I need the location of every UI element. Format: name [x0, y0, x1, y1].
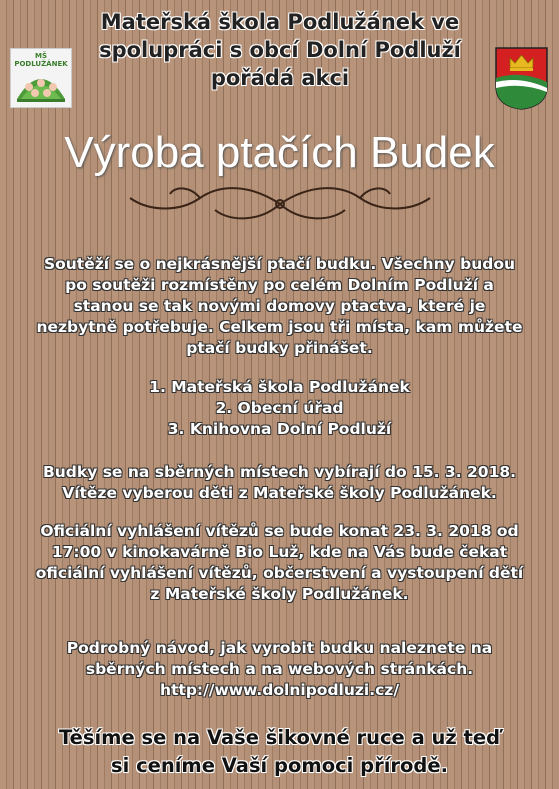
instructions-paragraph: [8, 638, 551, 701]
list-item: 1. Mateřská škola Podlužánek: [149, 378, 410, 396]
header-line: spolupráci s obcí Dolní Podluží: [99, 38, 461, 62]
closing-line: Těšíme se na Vaše šikovné ruce a už teď: [58, 726, 501, 749]
list-item: 2. Obecní úřad: [215, 399, 344, 417]
school-logo-text: MŠ PODLUŽÁNEK: [14, 52, 68, 68]
intro-line: stanou se tak novými domovy ptactva, které je: [73, 297, 486, 315]
instructions-line: Podrobný návod, jak vyrobit budku naleznete na: [66, 639, 493, 657]
website-link[interactable]: http://www.dolnipodluzi.cz/: [159, 681, 399, 699]
instructions-line: sběrných místech a na webových stránkách.: [85, 660, 474, 678]
school-logo: [10, 48, 72, 108]
header-line: pořádá akci: [210, 66, 350, 90]
header-line: Mateřská škola Podlužánek ve: [100, 10, 460, 34]
announcement-line: Oficiální vyhlášení vítězů se bude konat 23. 3. 2018 od: [40, 522, 519, 540]
intro-line: Soutěží se o nejkrásnější ptačí budku. Všechny budou: [43, 255, 516, 273]
closing-message: [0, 724, 559, 780]
event-title: Výroba ptačích Budek: [64, 128, 495, 177]
list-item: 3. Knihovna Dolní Podluží: [167, 420, 392, 438]
announcement-line: oficiální vyhlášení vítězů, občerstvení a vystoupení dětí: [35, 564, 524, 582]
ornament-divider-icon: [120, 178, 440, 230]
announcement-paragraph: [8, 521, 551, 605]
collection-paragraph: [8, 462, 551, 504]
collection-line: Vítěze vyberou děti z Mateřské školy Podlužánek.: [62, 484, 497, 502]
announcement-line: z Mateřské školy Podlužánek.: [150, 585, 409, 603]
places-list: [8, 377, 551, 440]
intro-line: ptačí budky přinášet.: [186, 339, 373, 357]
municipal-crest-icon: [494, 46, 549, 110]
header-text: [60, 8, 500, 92]
intro-line: nezbytně potřebuje. Celkem jsou tři místa, kam můžete: [36, 318, 523, 336]
announcement-line: 17:00 v kinokavárně Bio Luž, kde na Vás bude čekat: [51, 543, 508, 561]
intro-line: po soutěži rozmístěny po celém Dolním Podluží a: [65, 276, 494, 294]
collection-line: Budky se na sběrných místech vybírají do 15. 3. 2018.: [42, 463, 517, 481]
closing-line: si ceníme Vaší pomoci přírodě.: [111, 754, 448, 777]
intro-paragraph: [8, 254, 551, 359]
school-logo-icon: [11, 49, 71, 107]
